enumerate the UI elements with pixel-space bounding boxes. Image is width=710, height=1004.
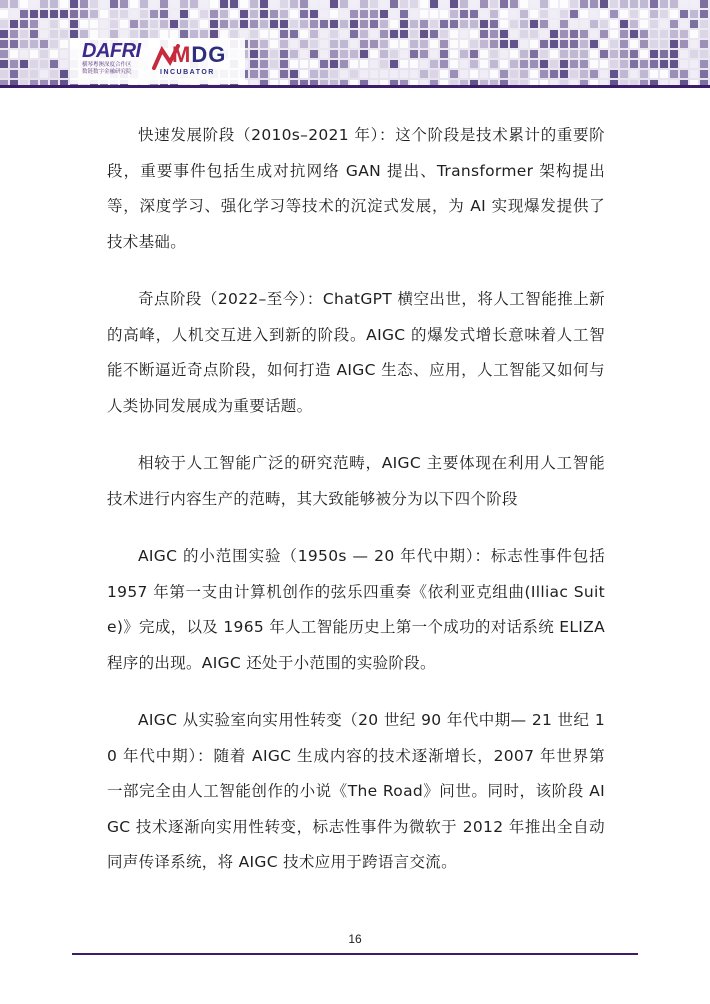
header-divider	[0, 85, 710, 88]
paragraph-aigc-practical: AIGC 从实验室向实用性转变（20 世纪 90 年代中期— 21 世纪 10 年代中期）：随着 AIGC 生成内容的技术逐渐增长，2007 年世界第一部完全由人工智能创作的小说《The Road》问世。同时，该阶段 AIGC 技术逐渐向实用性转变，标志性事件为微软于 2012 年推出全自动同声传译系统，将 AIGC 技术应用于跨语言交流。	[107, 711, 605, 871]
dafri-subtitle-line1: 横琴粤澳深度合作区	[82, 62, 132, 68]
footer-divider	[72, 953, 638, 955]
mdg-logo-subtitle: INCUBATOR	[160, 69, 215, 76]
dafri-subtitle-line2: 数链数字金融研究院	[82, 69, 132, 75]
page-header	[0, 0, 710, 88]
paragraph-aigc-small-scale: AIGC 的小范围实验（1950s — 20 年代中期）：标志性事件包括 1957 年第一支由计算机创作的弦乐四重奏《依利亚克组曲(Illiac Suite)》完成，以及 1965 年人工智能历史上第一个成功的对话系统 ELIZA 程序的出现。AIGC 还处于小范围的实验阶段。	[107, 547, 605, 672]
dafri-logo-subtitle	[82, 62, 142, 76]
page-number: 16	[348, 932, 362, 946]
paragraph-rapid-development: 快速发展阶段（2010s–2021 年）：这个阶段是技术累计的重要阶段，重要事件包括生成对抗网络 GAN 提出、Transformer 架构提出等，深度学习、强化学习等技术的沉淀式发展，为 AI 实现爆发提供了技术基础。	[107, 126, 605, 251]
mdg-logo: MDG	[172, 42, 227, 67]
paragraph-singularity-stage: 奇点阶段（2022–至今）：ChatGPT 横空出世，将人工智能推上新的高峰，人机交互进入到新的阶段。AIGC 的爆发式增长意味着人工智能不断逼近奇点阶段，如何打造 AIGC 生态、应用，人工智能又如何与人类协同发展成为重要话题。	[107, 290, 605, 415]
dafri-logo: DAFRI	[82, 40, 141, 62]
paragraph-aigc-stages-intro: 相较于人工智能广泛的研究范畴，AIGC 主要体现在利用人工智能技术进行内容生产的范畴，其大致能够被分为以下四个阶段	[107, 454, 605, 508]
document-body	[107, 118, 605, 903]
